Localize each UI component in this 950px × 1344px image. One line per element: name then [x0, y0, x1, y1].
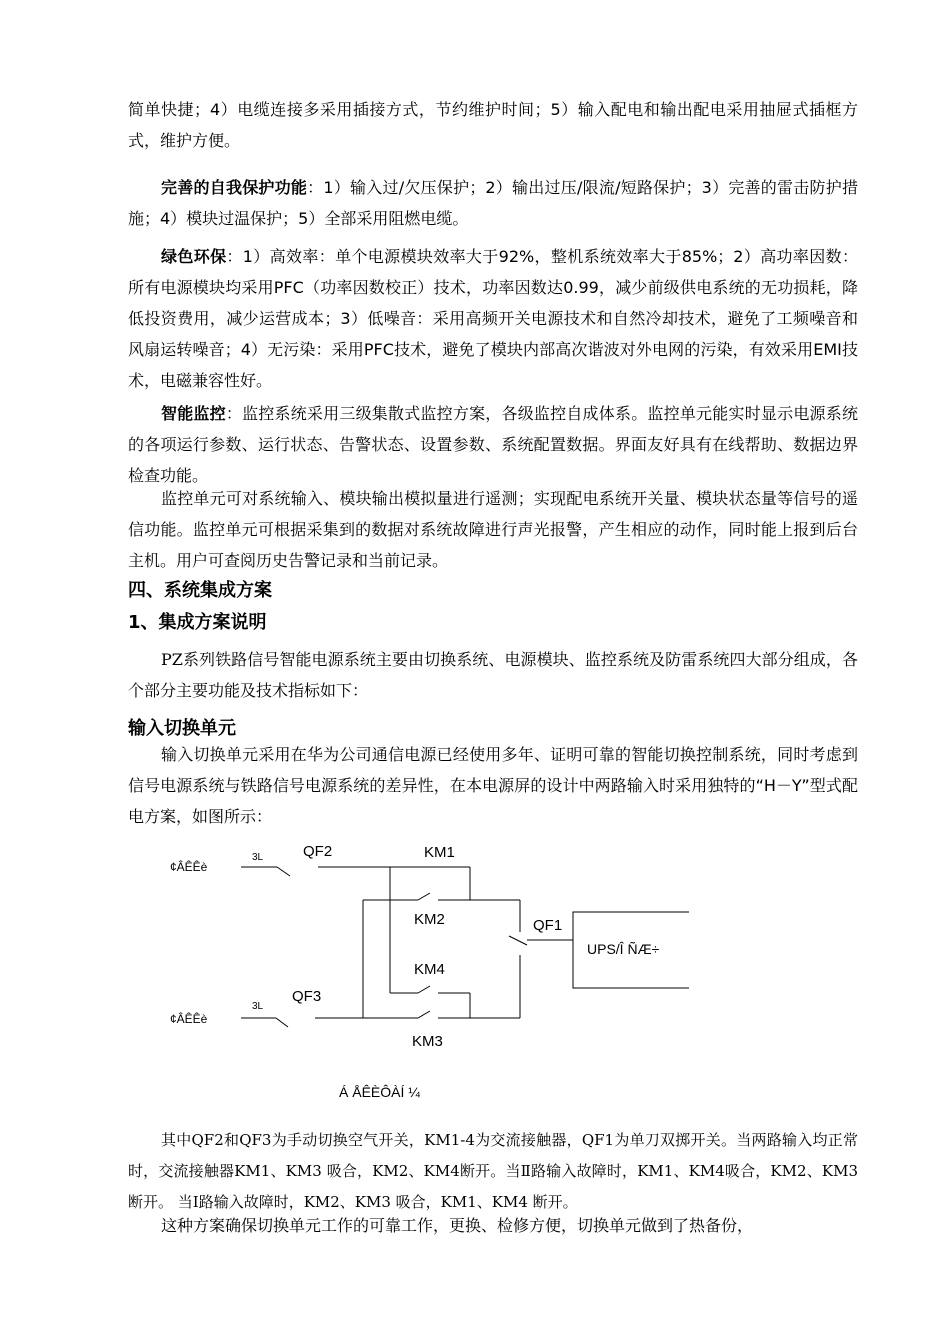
unit-heading: 输入切换单元 [128, 718, 236, 739]
phase-label-2: 3L [252, 1001, 264, 1012]
qf3-label: QF3 [292, 988, 322, 1005]
phase-label-1: 3L [252, 852, 264, 863]
text-self-protection: ：1）输入过/欠压保护；2）输出过压/限流/短路保护；3）完善的雷击防护措施；4）模块过温保护；5）全部采用阻燃电缆。 [128, 178, 858, 228]
km4-label: KM4 [414, 961, 445, 978]
subsection-heading: 1、集成方案说明 [128, 612, 267, 633]
km2-switch-blade [418, 893, 430, 900]
km4-switch-blade [418, 986, 430, 993]
qf2-label: QF2 [303, 843, 333, 860]
lead-green: 绿色环保 [161, 247, 227, 266]
km2-label: KM2 [414, 911, 445, 928]
section-heading: 四、系统集成方案 [128, 580, 272, 601]
paragraph-overview: PZ系列铁路信号智能电源系统主要由切换系统、电源模块、监控系统及防雷系统四大部分组成，各个部分主要功能及技术指标如下： [128, 650, 858, 700]
input-1-label: ¢ÂÊÊè [170, 860, 208, 874]
km3-switch-blade [418, 1011, 430, 1018]
paragraph-hot-backup: 这种方案确保切换单元工作的可靠工作，更换、检修方便，切换单元做到了热备份， [161, 1216, 754, 1235]
lead-self-protection: 完善的自我保护功能 [161, 178, 308, 197]
text-monitoring: ：监控系统采用三级集散式监控方案，各级监控自成体系。监控单元能实时显示电源系统的各项运行参数、运行状态、告警状态、设置参数、系统配置数据。界面友好具有在线帮助、数据边界检查功能。 [128, 404, 858, 485]
lead-monitoring: 智能监控 [161, 404, 226, 423]
paragraph-switch-unit: 输入切换单元采用在华为公司通信电源已经使用多年、证明可靠的智能切换控制系统，同时考虑到信号电源系统与铁路信号电源系统的差异性，在本电源屏的设计中两路输入时采用独特的“H－Y”型式配电方案，如图所示： [128, 745, 858, 826]
qf1-label: QF1 [533, 917, 563, 934]
paragraph-telemetry: 监控单元可对系统输入、模块输出模拟量进行遥测；实现配电系统开关量、模块状态量等信号的遥信功能。监控单元可根据采集到的数据对系统故障进行声光报警，产生相应的动作，同时能上报到后台主机。用户可查阅历史告警记录和当前记录。 [128, 489, 858, 570]
qf1-switch-blade [509, 936, 527, 945]
diagram-caption: Á ÅÊÈÔÀÍ ¼ [339, 1084, 420, 1100]
ups-label: UPS/Î ÑÆ÷ [587, 941, 660, 957]
km1-label: KM1 [424, 844, 455, 861]
qf2-switch-blade [277, 867, 290, 876]
paragraph-maintenance: 简单快捷；4）电缆连接多采用插接方式，节约维护时间；5）输入配电和输出配电采用抽屉式插框方式，维护方便。 [128, 100, 858, 150]
paragraph-switch-logic: 其中QF2和QF3为手动切换空气开关，KM1-4为交流接触器，QF1为单刀双掷开关。当两路输入均正常时，交流接触器KM1、KM3 吸合，KM2、KM4断开。当Ⅱ路输入故障时，KM1、KM4吸合，KM2、KM3 断开。 当Ⅰ路输入故障时，KM2、KM3 吸合，KM1、KM4 断开。 [128, 1131, 858, 1211]
text-green: ：1）高效率：单个电源模块效率大于92%，整机系统效率大于85%；2）高功率因数：所有电源模块均采用PFC（功率因数校正）技术，功率因数达0.99，减少前级供电系统的无功损耗，降低投资费用，减少运营成本；3）低噪音：采用高频开关电源技术和自然冷却技术，避免了工频噪音和风扇运转噪音；4）无污染：采用PFC技术，避免了模块内部高次谐波对外电网的污染，有效采用EMI技术，电磁兼容性好。 [128, 247, 858, 390]
km3-label: KM3 [412, 1033, 443, 1050]
qf3-switch-blade [276, 1018, 288, 1027]
input-2-label: ¢ÂÊÊè [170, 1012, 208, 1026]
